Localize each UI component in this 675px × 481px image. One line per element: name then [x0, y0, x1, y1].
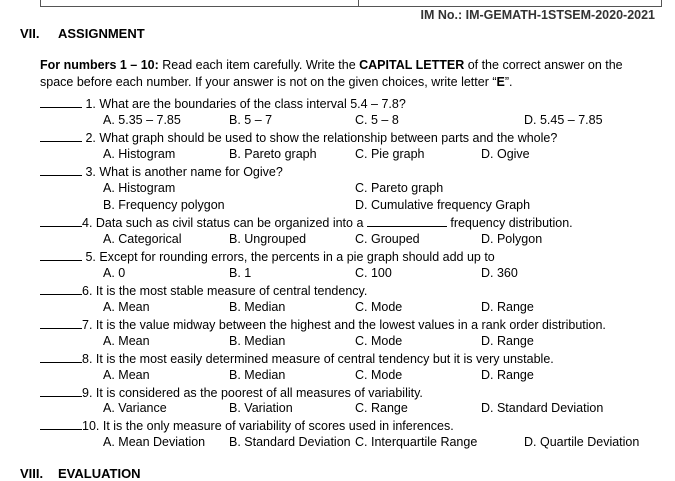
choice: A. Mean [103, 334, 150, 348]
choice: C. Grouped [355, 232, 420, 246]
choice: A. Variance [103, 401, 167, 415]
choice: B. Median [229, 334, 286, 348]
section-number: VIII. [20, 466, 44, 481]
choice: A. Histogram [103, 147, 176, 161]
choice: A. Histogram [103, 181, 176, 195]
question-6: 6. It is the most stable measure of central tendency. [40, 283, 367, 298]
answer-blank[interactable] [40, 96, 82, 108]
choice: C. Interquartile Range [355, 435, 478, 449]
choice: A. Mean Deviation [103, 435, 206, 449]
choice: D. 360 [481, 266, 518, 280]
question-3: 3. What is another name for Ogive? [40, 164, 283, 179]
choice: B. Frequency polygon [103, 198, 225, 212]
choice: D. 5.45 – 7.85 [524, 113, 603, 127]
question-1: 1. What are the boundaries of the class interval 5.4 – 7.8? [40, 96, 406, 111]
im-number: IM No.: IM-GEMATH-1STSEM-2020-2021 [420, 8, 655, 22]
answer-blank[interactable] [40, 351, 82, 363]
choice: D. Cumulative frequency Graph [355, 198, 531, 212]
question-7: 7. It is the value midway between the highest and the lowest values in a rank order distribution. [40, 317, 606, 332]
section-title: ASSIGNMENT [58, 26, 145, 41]
answer-blank[interactable] [40, 317, 82, 329]
assignment-heading [20, 26, 145, 41]
section-number: VII. [20, 26, 40, 41]
evaluation-heading [20, 466, 141, 481]
choice: D. Range [481, 334, 534, 348]
choice: C. Mode [355, 334, 403, 348]
choice: B. Median [229, 368, 286, 382]
choice: B. Variation [229, 401, 293, 415]
answer-blank[interactable] [40, 164, 82, 176]
choice: A. Mean [103, 368, 150, 382]
choice: B. Ungrouped [229, 232, 307, 246]
choice: D. Polygon [481, 232, 543, 246]
choice: B. Standard Deviation [229, 435, 351, 449]
answer-blank[interactable] [40, 418, 82, 430]
choice: A. Categorical [103, 232, 182, 246]
choice: B. Median [229, 300, 286, 314]
choice: C. Range [355, 401, 408, 415]
choice: D. Range [481, 300, 534, 314]
choice: A. 0 [103, 266, 126, 280]
question-2: 2. What graph should be used to show the relationship between parts and the whole? [40, 130, 557, 145]
answer-blank[interactable] [40, 249, 82, 261]
answer-blank[interactable] [40, 385, 82, 397]
choice: D. Range [481, 368, 534, 382]
answer-blank[interactable] [40, 130, 82, 142]
fill-in-blank[interactable] [367, 215, 447, 227]
instructions [40, 57, 655, 91]
choice: B. 5 – 7 [229, 113, 273, 127]
answer-blank[interactable] [40, 215, 82, 227]
choice: C. 100 [355, 266, 392, 280]
instruction-end: ”. [504, 75, 513, 89]
answer-blank[interactable] [40, 283, 82, 295]
choice: C. Mode [355, 300, 403, 314]
choice: B. 1 [229, 266, 252, 280]
choice: C. 5 – 8 [355, 113, 399, 127]
section-title: EVALUATION [58, 466, 141, 481]
instruction-text-2: of the correct answer on the space before each number. If your answer is not on the given choices, write letter “ [40, 58, 623, 89]
choice: A. Mean [103, 300, 150, 314]
instruction-prefix: For numbers 1 – 10: [40, 58, 159, 72]
choice: D. Ogive [481, 147, 530, 161]
question-8: 8. It is the most easily determined measure of central tendency but it is very unstable. [40, 351, 554, 366]
instruction-text: Read each item carefully. Write the [158, 58, 360, 72]
instruction-emphasis: CAPITAL LETTER [359, 58, 465, 72]
choice: A. 5.35 – 7.85 [103, 113, 181, 127]
choice: D. Quartile Deviation [524, 435, 640, 449]
choice: D. Standard Deviation [481, 401, 604, 415]
choice: C. Pareto graph [355, 181, 444, 195]
question-10: 10. It is the only measure of variability of scores used in inferences. [40, 418, 454, 433]
question-9: 9. It is considered as the poorest of all measures of variability. [40, 385, 423, 400]
header-table-border [40, 0, 662, 7]
question-4: 4. Data such as civil status can be organized into a frequency distribution. [40, 215, 573, 230]
question-5: 5. Except for rounding errors, the percents in a pie graph should add up to [40, 249, 495, 264]
choice: C. Mode [355, 368, 403, 382]
choice: C. Pie graph [355, 147, 425, 161]
instruction-letter: E [496, 75, 505, 89]
choice: B. Pareto graph [229, 147, 317, 161]
